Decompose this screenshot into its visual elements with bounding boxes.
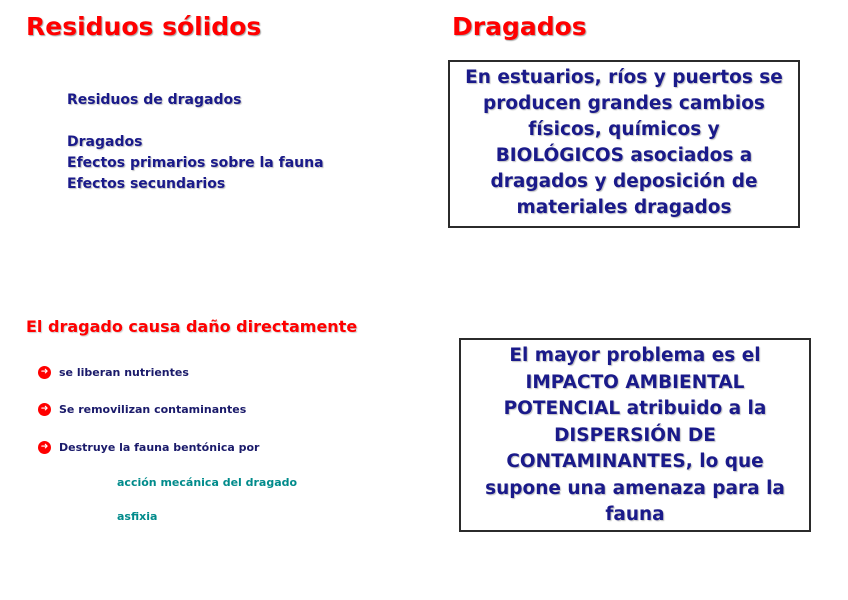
topic-item: Residuos de dragados	[67, 92, 242, 108]
box-line: producen grandes cambios	[483, 93, 765, 114]
box-line: BIOLÓGICOS asociados a	[495, 145, 753, 166]
box-line: materiales dragados	[516, 197, 732, 218]
bullet-item	[38, 366, 189, 379]
topic-item: Efectos secundarios	[67, 176, 226, 192]
main-problem-box	[459, 338, 811, 532]
bullet-text: Destruye la fauna bentónica por	[59, 441, 260, 454]
right-title: Dragados	[452, 12, 587, 41]
arrow-right-circle-icon: ➜	[38, 403, 51, 416]
left-title: Residuos sólidos	[26, 12, 262, 41]
box-line: supone una amenaza para la	[485, 477, 785, 499]
box-line: En estuarios, ríos y puertos se	[465, 67, 783, 88]
sub-bullet-text: asfixia	[117, 510, 158, 523]
box-line: DISPERSIÓN DE	[554, 424, 716, 446]
bullet-item	[38, 441, 259, 454]
box-line: IMPACTO AMBIENTAL	[525, 371, 745, 393]
box-line: POTENCIAL atribuido a la	[503, 398, 767, 419]
box-line: fauna	[605, 504, 665, 525]
damage-subheading: El dragado causa daño directamente	[26, 317, 358, 336]
bullet-text: se liberan nutrientes	[59, 366, 189, 379]
arrow-right-circle-icon: ➜	[38, 366, 51, 379]
box-line: CONTAMINANTES, lo que	[506, 451, 764, 472]
box-line: físicos, químicos y	[528, 119, 720, 140]
box-line: El mayor problema es el	[509, 345, 761, 366]
arrow-right-circle-icon: ➜	[38, 441, 51, 454]
bullet-item	[38, 403, 246, 416]
topic-item: Efectos primarios sobre la fauna	[67, 155, 324, 171]
estuaries-info-box	[448, 60, 800, 228]
damage-bullet-list	[38, 0, 438, 600]
box-line: dragados y deposición de	[490, 171, 758, 192]
topic-item: Dragados	[67, 134, 143, 150]
bullet-text: Se removilizan contaminantes	[59, 403, 247, 416]
sub-bullet-text: acción mecánica del dragado	[117, 476, 298, 489]
